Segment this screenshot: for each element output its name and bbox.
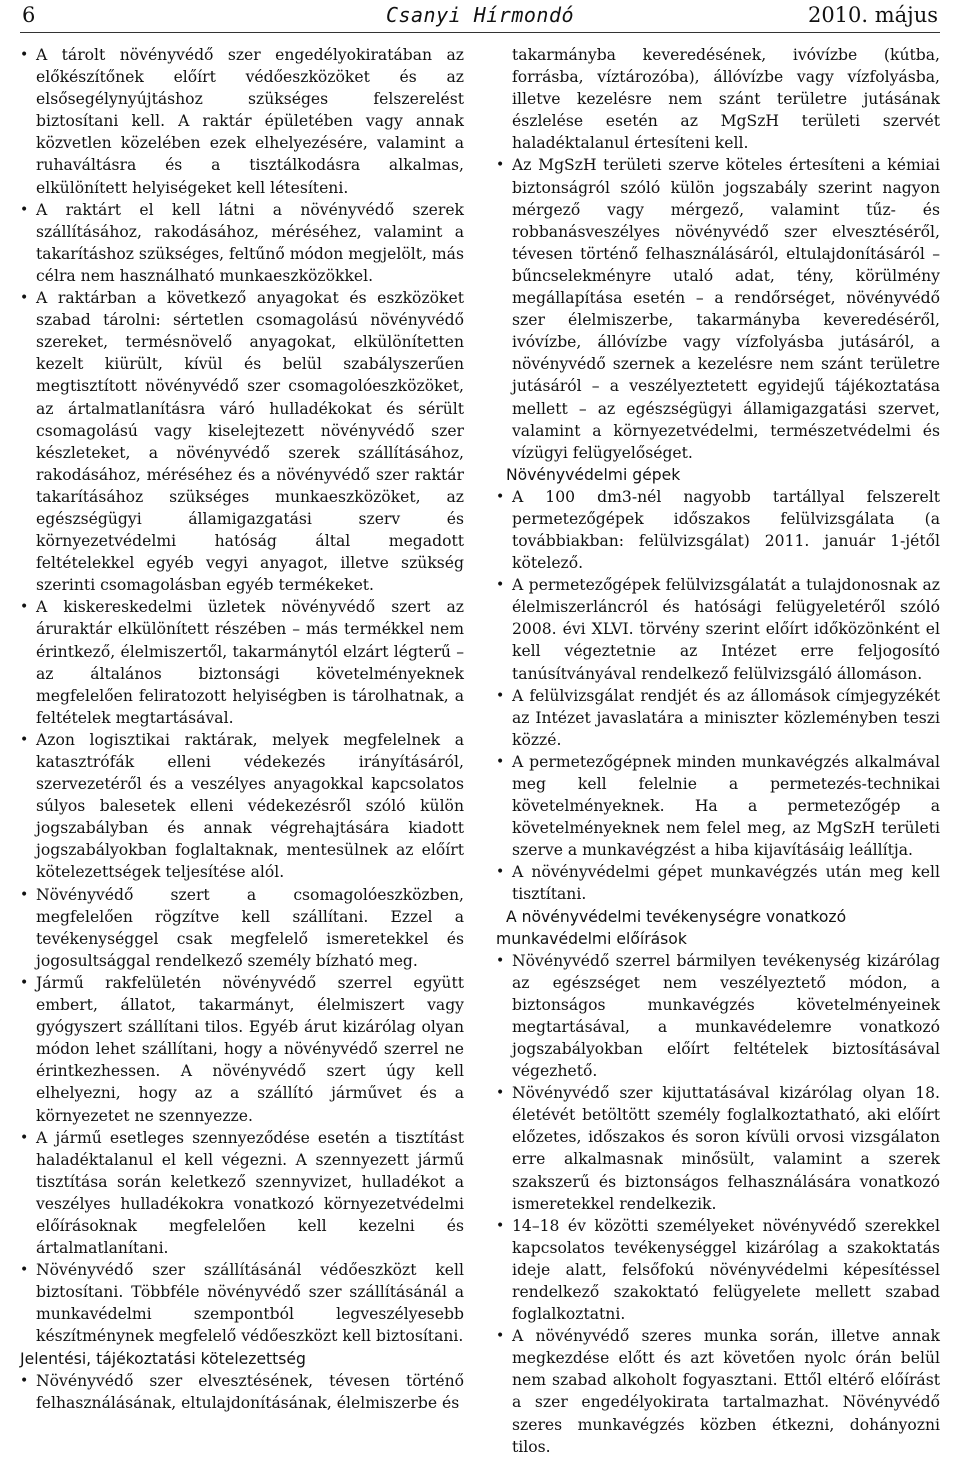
list-item: • Növényvédő szert a csomagolóeszközben, megfelelően rögzítve kell szállítani. Ezzel a tevékenységgel csak megfelelő ismeretekkel és jogosultsággal rendelkező személy bízható meg.: [20, 884, 464, 972]
publication-title: Csanyi Hírmondó: [385, 3, 575, 27]
section-heading: Jelentési, tájékoztatási kötelezettség: [20, 1349, 306, 1368]
left-column: [20, 44, 464, 1414]
list-item: • Az MgSzH területi szerve köteles értesíteni a kémiai biztonságról szóló külön jogszabály szerint nagyon mérgező vagy mérgező, valamint tűz- és robbanásveszélyes növényvédő szer elvesztéséről, tévesen történő felhasználásáról, eltulajdonításáról – bűncselekményre utaló adat, tény, körülmény megállapítása esetén – a rendőrséget, növényvédő szer élelmiszerbe, takarmányba keveredéséről, ivóvízbe, állóvízbe vagy vízfolyásba jutásáról, a növényvédő szernek a kezelésre nem szánt területre jutásáról – a veszélyeztetett egyidejű tájékoztatása mellett – az egészségügyi államigazgatási szervet, valamint a környezetvédelmi, természetvédelmi és vízügyi felügyelőséget.: [496, 154, 940, 463]
bullet-list: [496, 486, 940, 906]
list-item: • A felülvizsgálat rendjét és az állomások címjegyzékét az Intézet javaslatára a miniszter közleményben teszi közzé.: [496, 685, 940, 751]
list-item: • Növényvédő szerrel bármilyen tevékenység kizárólag az egészséget nem veszélyeztető módon, a biztonságos munkavégzés követelményeinek megtartásával, a munkavédelemre vonatkozó jogszabályokban előírt feltételek biztosításával végezhető.: [496, 950, 940, 1083]
list-item: • A 100 dm3-nél nagyobb tartállyal felszerelt permetezőgépek időszakos felülvizsgálata (a továbbiakban: felülvizsgálat) 2011. január 1-jétől kötelező.: [496, 486, 940, 574]
issue-date: 2010. május: [807, 3, 938, 27]
list-item: • A permetezőgépnek minden munkavégzés alkalmával meg kell felelnie a permetezés-technikai követelményeknek. Ha a permetezőgép a követelményeknek nem felel meg, az MgSzH területi szerve a munkavégzést a hiba kijavításáig leállítja.: [496, 751, 940, 861]
section-heading: Növényvédelmi gépek: [506, 465, 681, 484]
list-item: • Jármű rakfelületén növényvédő szerrel együtt embert, állatot, takarmányt, élelmiszert vagy gyógyszert szállítani tilos. Egyéb árut kizárólag olyan módon lehet szállítani, hogy a növényvédő szerrel ne érintkezhessen. A növényvédő szert úgy kell elhelyezni, hogy az a szállító járművet és a környezetet ne szennyezze.: [20, 972, 464, 1127]
continued-paragraph: takarmányba keveredésének, ivóvízbe (kútba, forrásba, víztározóba), állóvízbe vagy vízfolyásba, illetve kezelésre nem szánt területre jutásának észlelése esetén az MgSzH területi szervét haladéktalanul értesíteni kell.: [512, 46, 940, 153]
list-item: • A kiskereskedelmi üzletek növényvédő szert az áruraktár elkülönített részében – más termékkel nem érintkező, élelmiszertől, takarmánytól elzárt légterű – az általános biztonsági követelményeknek megfelelően feliratozott helyiségben is tárolhatnak, a feltételek megtartásával.: [20, 596, 464, 729]
list-item: • Növényvédő szer szállításánál védőeszközt kell biztosítani. Többféle növényvédő szer szállításánál a munkavédelmi szempontból legveszélyesebb készítménynek megfelelő védőeszközt kell biztosítani.: [20, 1259, 464, 1347]
page-header: [20, 0, 940, 33]
list-item: • A növényvédelmi gépet munkavégzés után meg kell tisztítani.: [496, 861, 940, 905]
section-heading: A növényvédelmi tevékenységre vonatkozó munkavédelmi előírások: [496, 907, 847, 948]
bullet-list: [20, 44, 464, 1348]
list-item: • A permetezőgépek felülvizsgálatát a tulajdonosnak az élelmiszerláncról és hatósági felügyeletéről szóló 2008. évi XLVI. törvény szerint előírt időközönként el kell végeztetnie az Intézet erre feljogosító tanúsítványával rendelkező felülvizsgáló állomáson.: [496, 574, 940, 684]
bullet-list: [496, 950, 940, 1458]
list-item: • Növényvédő szer elvesztésének, tévesen történő felhasználásának, eltulajdonításának, élelmiszerbe és: [20, 1370, 464, 1414]
right-column: [496, 44, 940, 1458]
list-item: • Növényvédő szer kijuttatásával kizárólag olyan 18. életévét betöltött személy foglalkoztatható, aki előírt előzetes, időszakos és soron kívüli orvosi vizsgálaton erre alkalmasnak minősült, valamint a szerek szakszerű és biztonságos felhasználására vonatkozó ismeretekkel rendelkezik.: [496, 1082, 940, 1215]
list-item: • A raktárt el kell látni a növényvédő szerek szállításához, rakodásához, méréséhez, valamint a takarításhoz szükséges, feltűnő módon megjelölt, más célra nem használható munkaeszközökkel.: [20, 199, 464, 287]
list-item: • A tárolt növényvédő szer engedélyokiratában az előkészítőnek előírt védőeszközöket és az elsősegélynyújtáshoz szükséges felszerelést biztosítani kell. A raktár épületében vagy annak közvetlen közelében ezek elhelyezésére, valamint a ruhaváltásra és a tisztálkodásra alkalmas, elkülönített helyiségeket kell létesíteni.: [20, 44, 464, 199]
bullet-list: [496, 44, 940, 464]
list-item: • Azon logisztikai raktárak, melyek megfelelnek a katasztrófák elleni védekezés irányításáról, szervezetéről és a veszélyes anyagokkal kapcsolatos súlyos balesetek elleni védekezésről szóló külön jogszabályban és annak végrehajtására kiadott jogszabályokban foglaltaknak, mentesülnek az előírt kötelezettségek teljesítése alól.: [20, 729, 464, 884]
page-number: 6: [22, 3, 36, 27]
list-item: • A raktárban a következő anyagokat és eszközöket szabad tárolni: sértetlen csomagolású növényvédő szereket, termésnövelő anyagokat, elkülönítetten kezelt kiürült, kívül és belül szabályszerűen megtisztított növényvédő szer csomagolóeszközöket, az ártalmatlanításra váró hulladékokat és sérült csomagolású vagy kiselejtezett növényvédő szer készleteket, a növényvédő szerek szállításához, rakodásához, méréséhez és a növényvédő szer raktár takarításához szükséges munkaeszközöket, az egészségügyi államigazgatási szerv és környezetvédelmi hatóság által megadott feltételekkel egyéb vegyi anyagot, illetve szükség szerinti csomagolásban egyéb termékeket.: [20, 287, 464, 596]
list-item: • 14–18 év közötti személyeket növényvédő szerekkel kapcsolatos tevékenységgel kizárólag a szakoktatás ideje alatt, felsőfokú növényvédelmi képesítéssel rendelkező szakoktató felügyelete mellett szabad foglalkoztatni.: [496, 1215, 940, 1325]
list-item: • A növényvédő szeres munka során, illetve annak megkezdése előtt és azt követően nyolc órán belül nem szabad alkoholt fogyasztani. Ettől eltérő előírást a szer engedélyokirata tartalmazhat. Növényvédő szeres munkavégzés közben étkezni, dohányozni tilos.: [496, 1325, 940, 1458]
list-item: • A jármű esetleges szennyeződése esetén a tisztítást haladéktalanul el kell végezni. A szennyezett jármű tisztítása során keletkező szennyvizet, hulladékot a veszélyes hulladékokra vonatkozó környezetvédelmi előírásoknak megfelelően kell kezelni és ártalmatlanítani.: [20, 1127, 464, 1260]
